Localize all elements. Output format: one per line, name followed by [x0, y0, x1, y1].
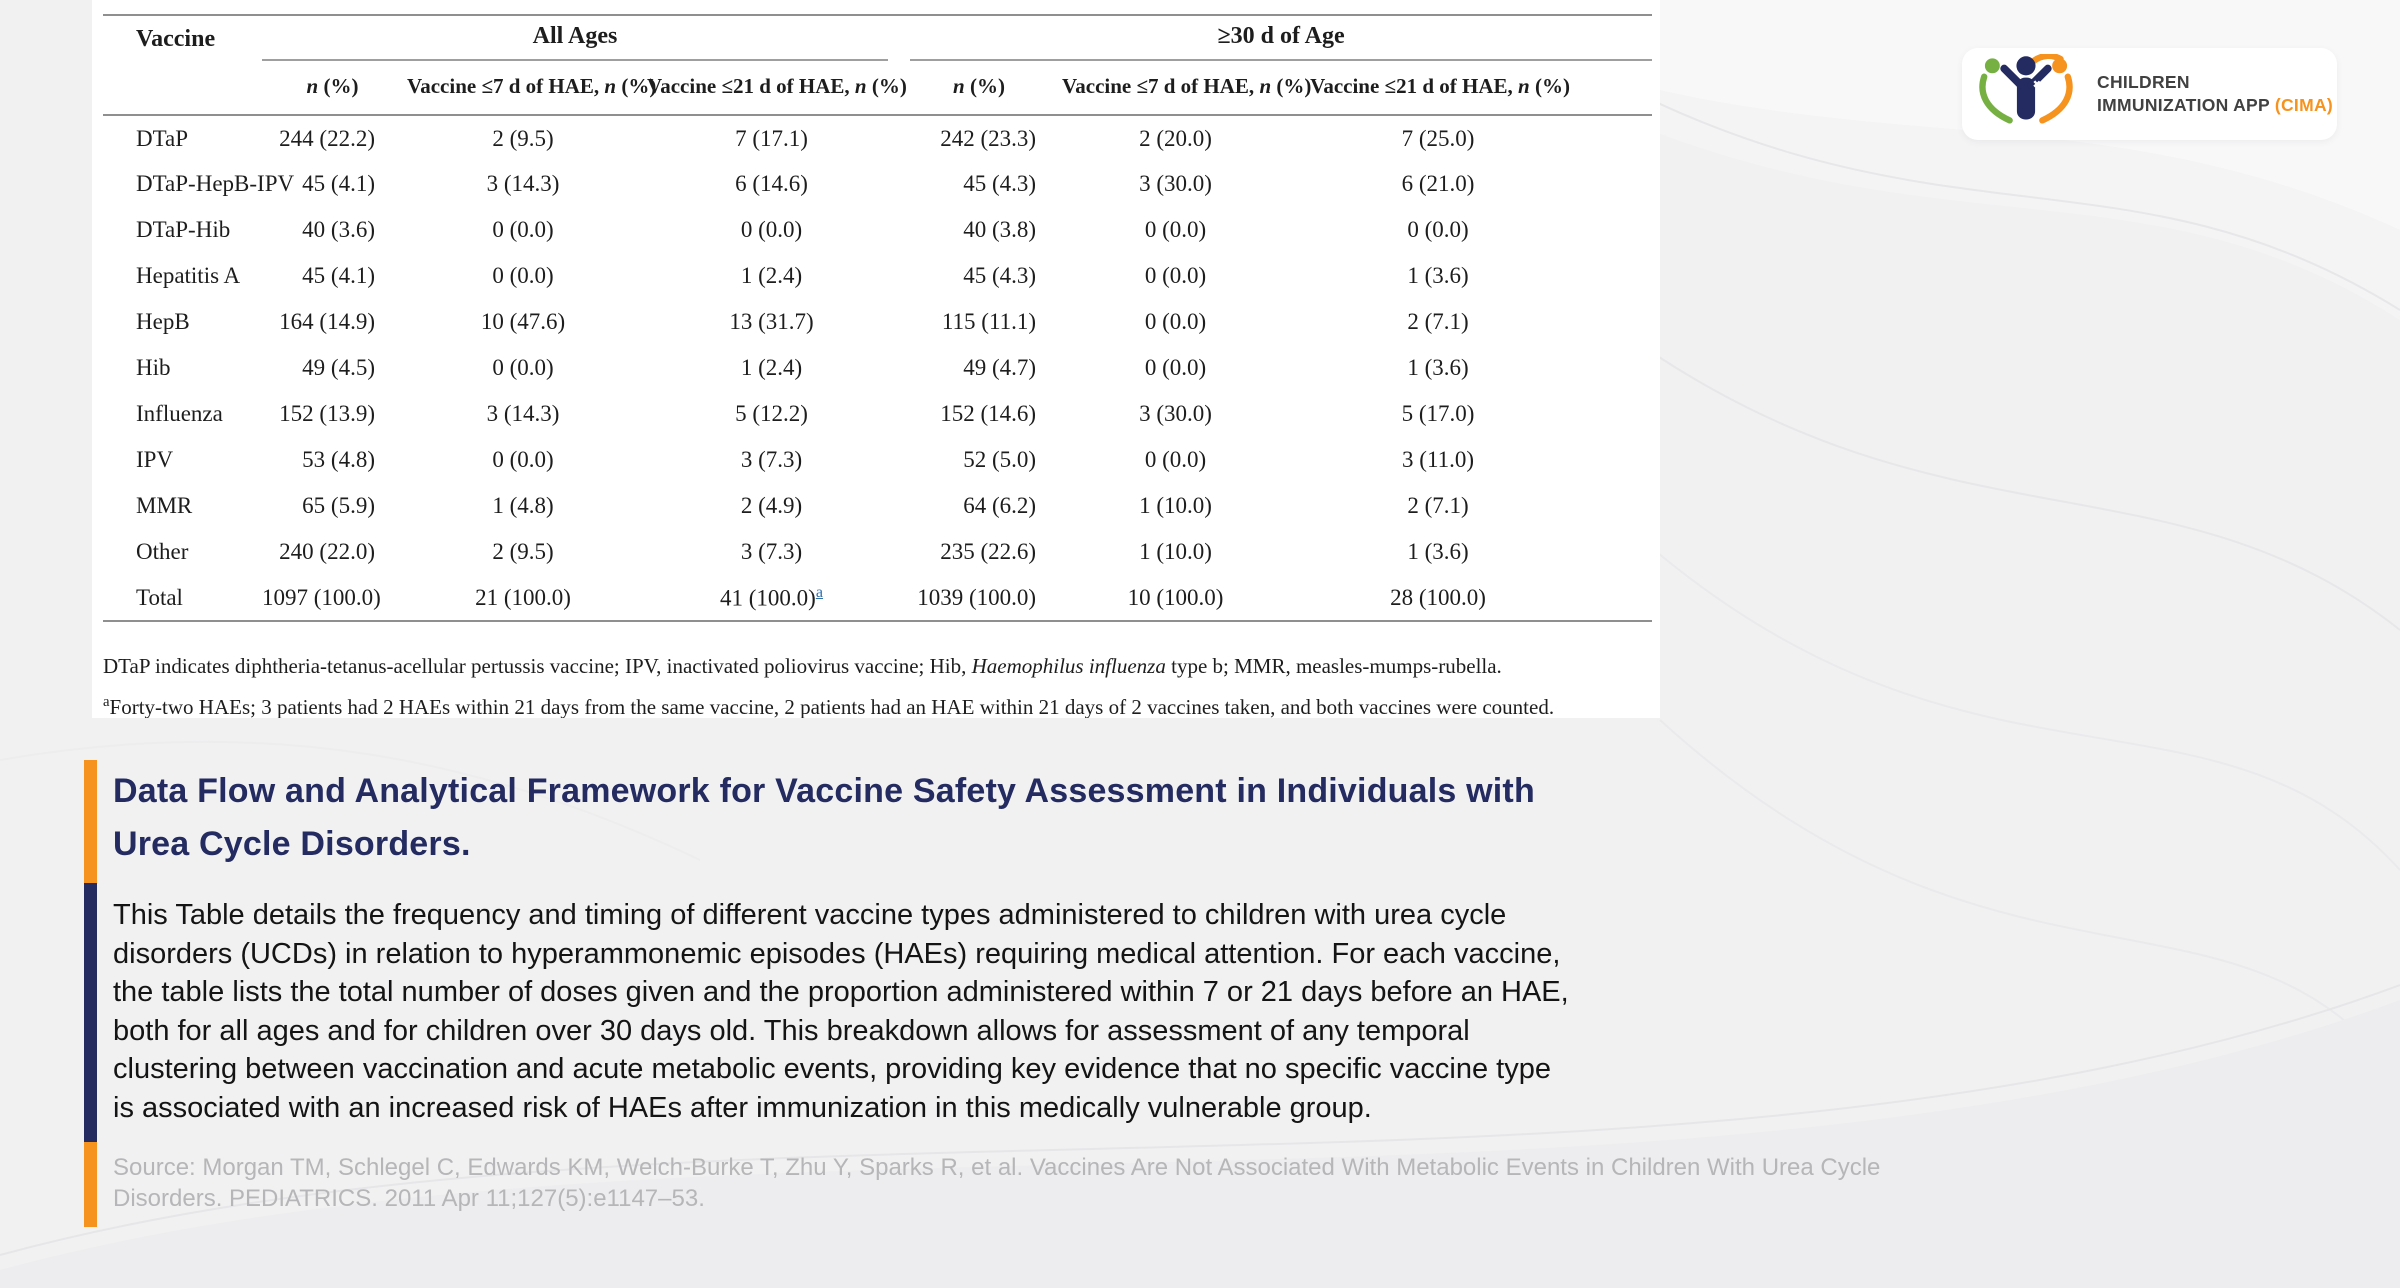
- subheader-7d-all: Vaccine ≤7 d of HAE, n (%): [403, 61, 643, 115]
- caption-body-line: both for all ages and for children over 30 days old. This breakdown allows for assessment of any temporal: [113, 1014, 1470, 1047]
- subheader-7d-ge30: Vaccine ≤7 d of HAE, n (%): [1058, 61, 1293, 115]
- value-cell: 1 (4.8): [492, 493, 554, 518]
- vaccine-name-cell: DTaP: [136, 125, 189, 151]
- caption-title: [84, 760, 1800, 883]
- value-cell: 2 (20.0): [1139, 125, 1212, 151]
- value-cell: 0 (0.0): [492, 217, 554, 242]
- vaccine-name-cell: Hib: [136, 355, 171, 380]
- caption-body-line: is associated with an increased risk of HAEs after immunization in this medically vulnerable group.: [113, 1091, 1372, 1124]
- caption-title-line: Data Flow and Analytical Framework for Vaccine Safety Assessment in Individuals with: [113, 772, 1535, 810]
- table-footnotes: [103, 648, 1648, 718]
- subheader-n-all: n (%): [262, 61, 403, 115]
- subheader-n-ge30: n (%): [900, 61, 1058, 115]
- logo-line2: IMMUNIZATION APP (CIMA): [2097, 95, 2334, 115]
- value-cell: 7 (25.0): [1401, 125, 1475, 151]
- value-cell: 244 (22.2): [279, 125, 375, 151]
- value-cell: 2 (7.1): [1407, 493, 1469, 518]
- group-label-ge30d: ≥30 d of Age: [910, 16, 1652, 61]
- family-heart-icon: [1977, 54, 2075, 134]
- value-cell: 53 (4.8): [302, 447, 375, 472]
- table-row: [103, 391, 1652, 437]
- caption-body: [84, 883, 1800, 1142]
- value-cell: 21 (100.0): [403, 575, 643, 621]
- group-header-row: [103, 15, 1652, 61]
- value-cell: 3 (30.0): [1139, 401, 1212, 426]
- group-header-ge30d: [900, 15, 1652, 61]
- table-row: [103, 575, 1652, 621]
- value-cell: 45 (4.1): [302, 263, 375, 288]
- figure-table-card: [92, 0, 1660, 718]
- value-cell: 10 (47.6): [480, 309, 566, 334]
- value-cell: 49 (4.5): [302, 355, 375, 380]
- value-cell: 45 (4.3): [963, 263, 1037, 288]
- vaccine-name-cell: IPV: [136, 447, 174, 472]
- caption-body-line: clustering between vaccination and acute metabolic events, providing key evidence that no specific vaccine type: [113, 1053, 1551, 1085]
- value-cell: 1 (10.0): [1139, 539, 1212, 564]
- value-cell: 3 (7.3): [740, 447, 803, 472]
- value-cell: 1 (2.4): [740, 355, 803, 380]
- value-cell: 5 (17.0): [1401, 401, 1475, 426]
- table-row: [103, 299, 1652, 345]
- value-cell: 0 (0.0): [492, 263, 554, 288]
- value-cell: 6 (14.6): [735, 171, 808, 196]
- vaccine-name-cell: DTaP-HepB-IPV: [136, 171, 295, 196]
- value-cell: 1 (2.4): [740, 263, 803, 288]
- value-cell: 3 (14.3): [486, 401, 560, 426]
- value-cell: 45 (4.3): [963, 171, 1037, 196]
- footnote-abbreviations: DTaP indicates diphtheria-tetanus-acellular pertussis vaccine; IPV, inactivated poliovirus vaccine; Hib, Haemophilus influenza type b; MMR, measles-mumps-rubella.: [103, 654, 1502, 678]
- value-cell: 0 (0.0): [1144, 355, 1207, 380]
- value-cell: 152 (13.9): [279, 401, 375, 426]
- value-cell: 5 (12.2): [735, 401, 808, 426]
- value-cell: 1039 (100.0): [900, 575, 1058, 621]
- caption-body-line: disorders (UCDs) in relation to hyperammonemic episodes (HAEs) requiring medical attention. For each vaccine,: [113, 937, 1561, 970]
- value-cell: 115 (11.1): [941, 309, 1037, 334]
- value-cell: 0 (0.0): [1407, 217, 1469, 242]
- table-row: [103, 483, 1652, 529]
- caption-source: [84, 1142, 1881, 1227]
- value-cell: 40 (3.8): [963, 217, 1037, 242]
- value-cell: 240 (22.0): [279, 539, 375, 564]
- cima-logo-text: [2097, 71, 2333, 117]
- cima-logo: [1962, 48, 2337, 140]
- vaccine-name-cell: Hepatitis A: [136, 263, 241, 288]
- value-cell: 3 (7.3): [740, 539, 803, 564]
- caption-title-line: Urea Cycle Disorders.: [113, 825, 471, 863]
- value-cell: 28 (100.0): [1293, 575, 1652, 621]
- table-row: [103, 253, 1652, 299]
- caption-block: [84, 760, 1881, 1227]
- value-cell: 0 (0.0): [492, 355, 554, 380]
- value-cell: 0 (0.0): [492, 447, 554, 472]
- value-cell: 64 (6.2): [963, 493, 1037, 518]
- logo-cima-accent: (CIMA): [2274, 95, 2334, 115]
- value-cell: 164 (14.9): [279, 309, 375, 334]
- value-cell: 0 (0.0): [1144, 263, 1207, 288]
- value-cell: 1 (3.6): [1407, 539, 1469, 564]
- table-row: [103, 437, 1652, 483]
- value-cell: 6 (21.0): [1401, 171, 1475, 196]
- value-cell: 0 (0.0): [1144, 309, 1207, 334]
- value-cell: 3 (14.3): [486, 171, 560, 196]
- value-cell: 0 (0.0): [1144, 217, 1207, 242]
- vaccine-name-cell: MMR: [136, 493, 193, 518]
- value-cell: 242 (23.3): [940, 125, 1037, 151]
- vaccine-name-cell: Influenza: [136, 401, 223, 426]
- value-cell: 1 (3.6): [1407, 355, 1469, 380]
- value-cell: 2 (9.5): [492, 125, 554, 151]
- table-row: [103, 161, 1652, 207]
- value-cell: 3 (30.0): [1139, 171, 1212, 196]
- caption-body-line: the table lists the total number of doses given and the proportion administered within 7 or 21 days before an HAE,: [113, 976, 1569, 1008]
- footnote-a-marker: a: [103, 694, 110, 710]
- value-cell: 2 (4.9): [740, 493, 803, 518]
- value-cell: 0 (0.0): [740, 217, 803, 242]
- value-cell: 49 (4.7): [963, 355, 1037, 380]
- table-row: [103, 115, 1652, 161]
- caption-source-line: Disorders. PEDIATRICS. 2011 Apr 11;127(5):e1147–53.: [113, 1185, 705, 1212]
- caption-body-line: This Table details the frequency and timing of different vaccine types administered to children with urea cycle: [113, 899, 1507, 931]
- vaccine-name-cell: Total: [103, 575, 262, 621]
- group-label-all-ages: All Ages: [262, 16, 888, 61]
- vaccine-name-cell: DTaP-Hib: [136, 217, 231, 242]
- value-cell: 2 (9.5): [492, 539, 554, 564]
- value-cell: 1097 (100.0): [262, 575, 403, 621]
- value-cell: 10 (100.0): [1058, 575, 1293, 621]
- value-cell: 7 (17.1): [735, 125, 808, 151]
- value-cell: 40 (3.6): [302, 217, 375, 242]
- value-cell: 3 (11.0): [1402, 447, 1474, 472]
- footnote-a: $^a$Forty-two HAEs; 3 patients had 2 HAEs within 21 days from the same vaccine, 2 patients had an HAE within 21 days of 2 vaccines taken, and both vaccines were counted.: [103, 694, 1555, 718]
- value-cell: 13 (31.7): [729, 309, 814, 334]
- logo-line1: CHILDREN: [2097, 72, 2190, 92]
- vaccine-hae-table: [103, 14, 1652, 622]
- caption-source-line: Source: Morgan TM, Schlegel C, Edwards KM, Welch-Burke T, Zhu Y, Sparks R, et al. Vaccines Are Not Associated With Metabolic Events in Children With Urea Cycle: [113, 1154, 1881, 1181]
- value-cell: 152 (14.6): [940, 401, 1037, 426]
- value-cell: 52 (5.0): [963, 447, 1037, 472]
- table-row: [103, 207, 1652, 253]
- sub-header-row: [103, 61, 1652, 115]
- value-cell: 2 (7.1): [1407, 309, 1469, 334]
- value-cell: 65 (5.9): [302, 493, 375, 518]
- subheader-21d-ge30: Vaccine ≤21 d of HAE, n (%): [1293, 61, 1652, 115]
- vaccine-name-cell: HepB: [136, 309, 190, 334]
- group-header-all-ages: [262, 15, 900, 61]
- value-cell: 45 (4.1): [302, 171, 375, 196]
- table-row: [103, 345, 1652, 391]
- vaccine-name-cell: Other: [136, 539, 189, 564]
- value-cell: 41 (100.0)$^a$: [643, 575, 900, 621]
- value-cell: 1 (10.0): [1139, 493, 1212, 518]
- value-cell: 1 (3.6): [1407, 263, 1469, 288]
- value-cell: 235 (22.6): [940, 539, 1037, 564]
- footnote-link[interactable]: a: [815, 583, 823, 601]
- subheader-21d-all: Vaccine ≤21 d of HAE, n (%): [643, 61, 900, 115]
- table-body: [103, 115, 1652, 621]
- table-row: [103, 529, 1652, 575]
- value-cell: 0 (0.0): [1144, 447, 1207, 472]
- column-header-vaccine: Vaccine: [103, 15, 262, 115]
